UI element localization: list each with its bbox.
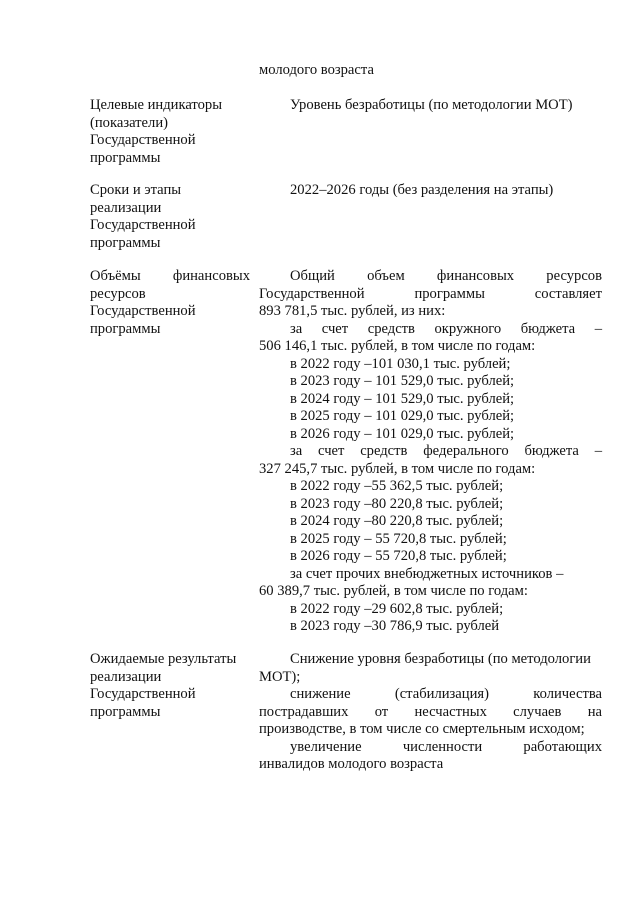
label-line: Государственной xyxy=(90,686,196,702)
finance-line: в 2023 году –30 786,9 тыс. рублей xyxy=(290,618,500,634)
terms-label xyxy=(90,182,250,252)
indicators-label xyxy=(90,97,250,167)
finance-line: в 2024 году – 101 529,0 тыс. рублей; xyxy=(290,390,515,407)
label-line: Государственной xyxy=(90,217,196,233)
finance-line: в 2022 году –29 602,8 тыс. рублей; xyxy=(290,600,504,617)
terms-value xyxy=(259,182,602,200)
label-line: программы xyxy=(90,149,161,166)
label-line: Сроки и этапы xyxy=(90,182,182,198)
label-line: программы xyxy=(90,703,161,720)
finance-line: в 2023 году – 101 529,0 тыс. рублей; xyxy=(290,373,515,389)
finance-value xyxy=(259,268,602,636)
finance-line: в 2026 году – 101 029,0 тыс. рублей; xyxy=(290,425,515,442)
finance-label xyxy=(90,268,250,338)
indicators-value xyxy=(259,97,602,115)
finance-line: в 2022 году –55 362,5 тыс. рублей; xyxy=(290,478,504,494)
finance-line: в 2023 году –80 220,8 тыс. рублей; xyxy=(290,495,504,512)
results-line: производстве, в том числе со смертельным исходом; xyxy=(259,721,585,737)
label-line: Ожидаемые результаты xyxy=(90,651,237,667)
finance-line: Общий объем финансовых ресурсов xyxy=(290,268,602,284)
results-line: пострадавших от несчастных случаев на xyxy=(259,703,602,720)
results-line: инвалидов молодого возраста xyxy=(259,756,444,772)
continued-text: молодого возраста xyxy=(259,62,374,78)
label-line: ресурсов xyxy=(90,285,146,302)
finance-line: 893 781,5 тыс. рублей, из них: xyxy=(259,303,446,319)
label-line: реализации xyxy=(90,668,162,685)
label-line: реализации xyxy=(90,199,162,216)
label-line: Государственной xyxy=(90,303,196,319)
results-label xyxy=(90,651,250,721)
finance-line: 327 245,7 тыс. рублей, в том числе по годам: xyxy=(259,460,536,477)
finance-line: 506 146,1 тыс. рублей, в том числе по годам: xyxy=(259,338,536,354)
label-line: программы xyxy=(90,320,161,337)
finance-line: в 2026 году – 55 720,8 тыс. рублей; xyxy=(290,548,507,564)
finance-line: в 2025 году – 101 029,0 тыс. рублей; xyxy=(290,408,515,424)
value-line: Уровень безработицы (по методологии МОТ) xyxy=(290,97,573,113)
label-line: Целевые индикаторы xyxy=(90,97,223,113)
label-line: Объёмы финансовых xyxy=(90,268,250,284)
results-line: Снижение уровня безработицы (по методологии xyxy=(290,651,591,667)
results-line: МОТ); xyxy=(259,668,301,685)
results-line: снижение (стабилизация) количества xyxy=(290,686,602,702)
value-line: 2022–2026 годы (без разделения на этапы) xyxy=(290,182,554,198)
finance-line: Государственной программы составляет xyxy=(259,285,602,302)
finance-line: за счет прочих внебюджетных источников – xyxy=(290,565,564,582)
finance-line: за счет средств окружного бюджета – xyxy=(290,320,602,337)
results-value xyxy=(259,651,602,774)
label-line: (показатели) xyxy=(90,114,168,131)
label-line: Государственной xyxy=(90,132,196,148)
label-line: программы xyxy=(90,234,161,251)
finance-line: в 2022 году –101 030,1 тыс. рублей; xyxy=(290,355,511,372)
results-line: увеличение численности работающих xyxy=(290,738,602,755)
finance-line: в 2025 году – 55 720,8 тыс. рублей; xyxy=(290,530,507,547)
finance-line: 60 389,7 тыс. рублей, в том числе по годам: xyxy=(259,583,528,599)
finance-line: в 2024 году –80 220,8 тыс. рублей; xyxy=(290,513,504,529)
finance-line: за счет средств федерального бюджета – xyxy=(290,443,602,459)
